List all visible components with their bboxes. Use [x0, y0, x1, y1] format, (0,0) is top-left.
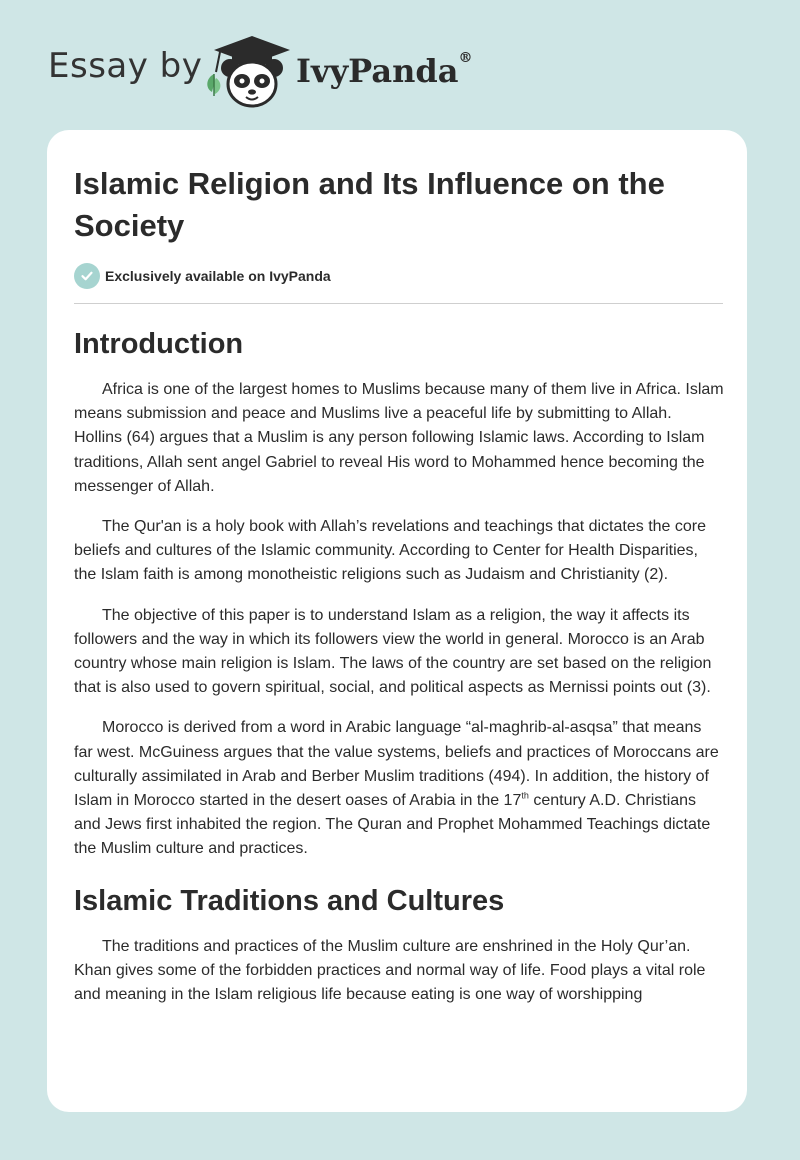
site-header: [0, 0, 800, 130]
ordinal-suffix: th: [521, 790, 529, 801]
essay-body: [74, 325, 724, 1023]
exclusive-badge: [74, 263, 331, 289]
paragraph: Africa is one of the largest homes to Muslims because many of them live in Africa. Islam means submission and peace and Muslims live a peaceful life by submitting to Allah. Hollins (64) argues that a Muslim is any person following Islamic laws. According to Islam traditions, Allah sent angel Gabriel to reveal His word to Mohammed hence becoming the messenger of Allah.: [74, 381, 724, 495]
registered-mark: ®: [458, 50, 473, 66]
paragraph-text: century A.D. Christians and Jews first inhabited the region. The Quran and Prophet Mohammed Teachings dictate the Muslim culture and practices.: [74, 792, 711, 858]
essay-card: [47, 130, 747, 1112]
panda-graduate-logo-icon: [200, 34, 296, 110]
paragraph-text: Morocco is derived from a word in Arabic language “al-maghrib-al-asqsa” that means far west. McGuiness argues that the value systems, beliefs and practices of Moroccans are culturally assimilated in Arab and Berber Muslim traditions (494). In addition, the history of Islam in Morocco started in the desert oases of Arabia in the 17: [74, 719, 719, 810]
brand-name[interactable]: IvyPanda®: [296, 50, 473, 90]
paragraph: The traditions and practices of the Muslim culture are enshrined in the Holy Qur’an. Khan gives some of the forbidden practices and normal way of life. Food plays a vital role and meaning in the Islam religious life because eating is one way of worshipping: [74, 937, 706, 1004]
paragraph: [74, 716, 724, 861]
title-divider: [74, 303, 723, 304]
paragraph: The objective of this paper is to understand Islam as a religion, the way it affects its followers and the way in which its followers view the world in general. Morocco is an Arab country whose main religion is Islam. The laws of the country are set based on the religion that is also used to govern spiritual, social, and political aspects as Mernissi points out (3).: [74, 606, 712, 697]
page-title: Islamic Religion and Its Influence on the Society: [74, 166, 665, 243]
paragraph: The Qur'an is a holy book with Allah’s revelations and teachings that dictates the core beliefs and cultures of the Islamic community. According to Center for Health Disparities, the Islam faith is among monotheistic religions such as Judaism and Christianity (2).: [74, 518, 706, 584]
exclusive-badge-text: Exclusively available on IvyPanda: [105, 268, 331, 284]
section-heading-traditions: Islamic Traditions and Cultures: [74, 884, 505, 917]
brand-prefix: Essay by: [48, 46, 203, 86]
check-circle-icon: [74, 263, 100, 289]
section-heading-introduction: Introduction: [74, 328, 244, 360]
